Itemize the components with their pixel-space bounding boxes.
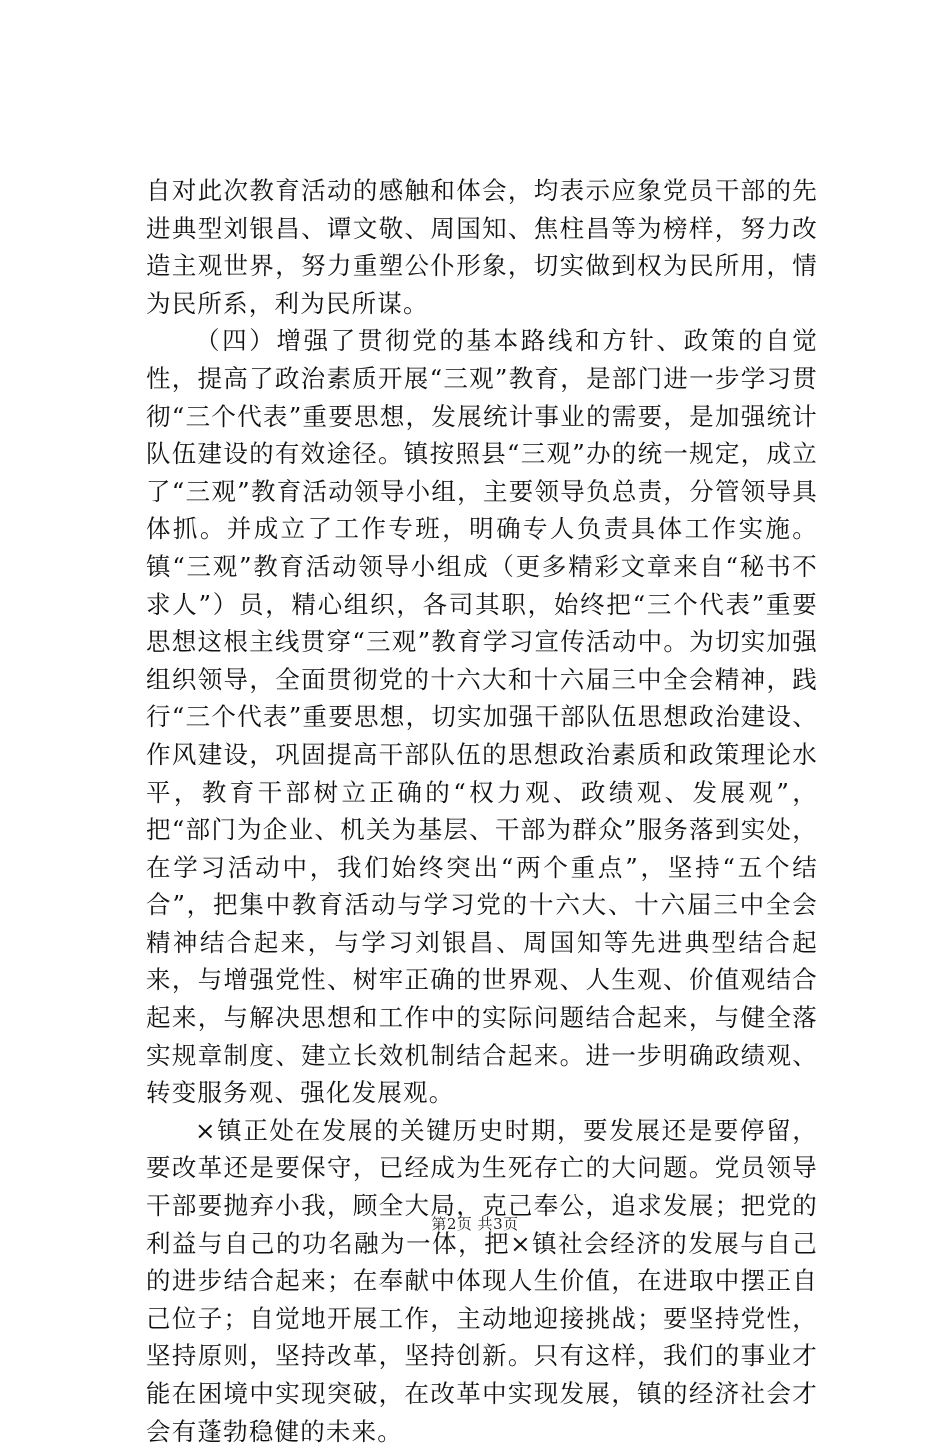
body-paragraph-continuation: 自对此次教育活动的感触和体会，均表示应象党员干部的先进典型刘银昌、谭文敬、周国知、焦柱昌等为榜样，努力改造主观世界，努力重塑公仆形象，切实做到权为民所用，情为民所系，利为民所谋。	[146, 176, 818, 318]
document-body	[146, 172, 818, 1450]
body-paragraph-section-four: （四）增强了贯彻党的基本路线和方针、政策的自觉性，提高了政治素质开展“三观”教育，是部门进一步学习贯彻“三个代表”重要思想，发展统计事业的需要，是加强统计队伍建设的有效途径。镇按照县“三观”办的统一规定，成立了“三观”教育活动领导小组，主要领导负总责，分管领导具体抓。并成立了工作专班，明确专人负责具体工作实施。镇“三观”教育活动领导小组成（更多精彩文章来自“秘书不求人”）员，精心组织，各司其职，始终把“三个代表”重要思想这根主线贯穿“三观”教育学习宣传活动中。为切实加强组织领导，全面贯彻党的十六大和十六届三中全会精神，践行“三个代表”重要思想，切实加强干部队伍思想政治建设、作风建设，巩固提高干部队伍的思想政治素质和政策理论水平，教育干部树立正确的“权力观、政绩观、发展观”，把“部门为企业、机关为基层、干部为群众”服务落到实处，在学习活动中，我们始终突出“两个重点”，坚持“五个结合”，把集中教育活动与学习党的十六大、十六届三中全会精神结合起来，与学习刘银昌、周国知等先进典型结合起来，与增强党性、树牢正确的世界观、人生观、价值观结合起来，与解决思想和工作中的实际问题结合起来，与健全落实规章制度、建立长效机制结合起来。进一步明确政绩观、转变服务观、强化发展观。	[146, 326, 818, 1108]
body-paragraph-conclusion: ×镇正处在发展的关键历史时期，要发展还是要停留，要改革还是要保守，已经成为生死存亡的大问题。党员领导干部要抛弃小我，顾全大局，克己奉公，追求发展；把党的利益与自己的功名融为一体，把×镇社会经济的发展与自己的进步结合起来；在奉献中体现人生价值，在进取中摆正自己位子；自觉地开展工作，主动地迎接挑战；要坚持党性，坚持原则，坚持改革，坚持创新。只有这样，我们的事业才能在困境中实现突破，在改革中实现发展，镇的经济社会才会有蓬勃稳健的未来。	[146, 1115, 818, 1446]
page-number-footer: 第2页 共3页	[431, 1215, 519, 1233]
